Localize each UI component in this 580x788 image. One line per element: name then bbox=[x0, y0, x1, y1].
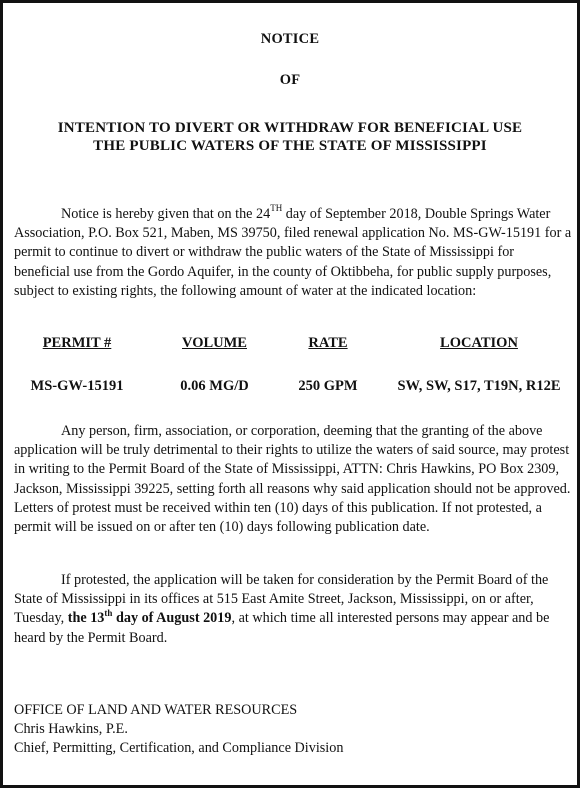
value-location: SW, SW, S17, T19N, R12E bbox=[397, 378, 561, 394]
paragraph3-rest: , at which time all interested persons may appear and be heard by the Permit Board. bbox=[14, 610, 550, 646]
hearing-date bbox=[67, 607, 232, 627]
hearing-date-sup: th bbox=[104, 607, 113, 618]
paragraph1-rest: day of September 2018, Double Springs Water Association, P.O. Box 521, Maben, MS 39750, filed renewal application No. MS-GW-15191 for a permit to continue to divert or withdraw the public waters of the State of Mississippi for beneficial use from the Gordo Aquifer, in the county of Oktibbeha, for public supply purposes, subject to existing rights, the following amount of water at the indicated location: bbox=[14, 206, 572, 299]
header-volume: VOLUME bbox=[182, 335, 247, 351]
footer-name: Chris Hawkins, P.E. bbox=[14, 721, 128, 737]
notice-title: NOTICE bbox=[260, 31, 320, 47]
hearing-paragraph bbox=[14, 571, 572, 648]
paragraph3-lead: If protested, the application will be taken for consideration by the Permit Board of the State of Mississippi in its offices at 515 East Amite Street, Jackson, Mississippi, on or after, Tuesday, bbox=[14, 572, 549, 627]
header-permit: PERMIT # bbox=[42, 335, 112, 351]
paragraph2-text: Any person, firm, association, or corporation, deeming that the granting of the above application will be truly detrimental to their rights to utilize the waters of said source, may protest in writing to the Permit Board of the State of Mississippi, ATTN: Chris Hawkins, PO Box 2309, Jackson, Mississippi 39225, setting forth all reasons why said application should not be approved. Letters of protest must be received within ten (10) days of this publication. If not protested, a permit will be issued on or after ten (10) days following publication date. bbox=[14, 423, 571, 536]
hearing-date-pre: the 13 bbox=[67, 610, 105, 627]
hearing-date-post: day of August 2019 bbox=[112, 610, 232, 627]
header-location: LOCATION bbox=[440, 335, 518, 351]
notice-subtitle-line1: INTENTION TO DIVERT OR WITHDRAW FOR BENEFICIAL USE bbox=[57, 120, 523, 136]
footer-office: OFFICE OF LAND AND WATER RESOURCES bbox=[14, 702, 298, 718]
value-volume: 0.06 MG/D bbox=[180, 378, 249, 394]
paragraph1-lead: Notice is hereby given that on the 24 bbox=[61, 206, 271, 222]
notice-of: OF bbox=[279, 72, 301, 88]
footer-position: Chief, Permitting, Certification, and Compliance Division bbox=[14, 740, 344, 756]
application-paragraph bbox=[14, 205, 572, 301]
value-permit: MS-GW-15191 bbox=[30, 378, 124, 394]
header-rate: RATE bbox=[308, 335, 348, 351]
paragraph1-day-suffix: TH bbox=[270, 203, 283, 214]
protest-paragraph bbox=[14, 422, 572, 537]
notice-subtitle-line2: THE PUBLIC WATERS OF THE STATE OF MISSISSIPPI bbox=[93, 138, 487, 154]
value-rate: 250 GPM bbox=[298, 378, 358, 394]
